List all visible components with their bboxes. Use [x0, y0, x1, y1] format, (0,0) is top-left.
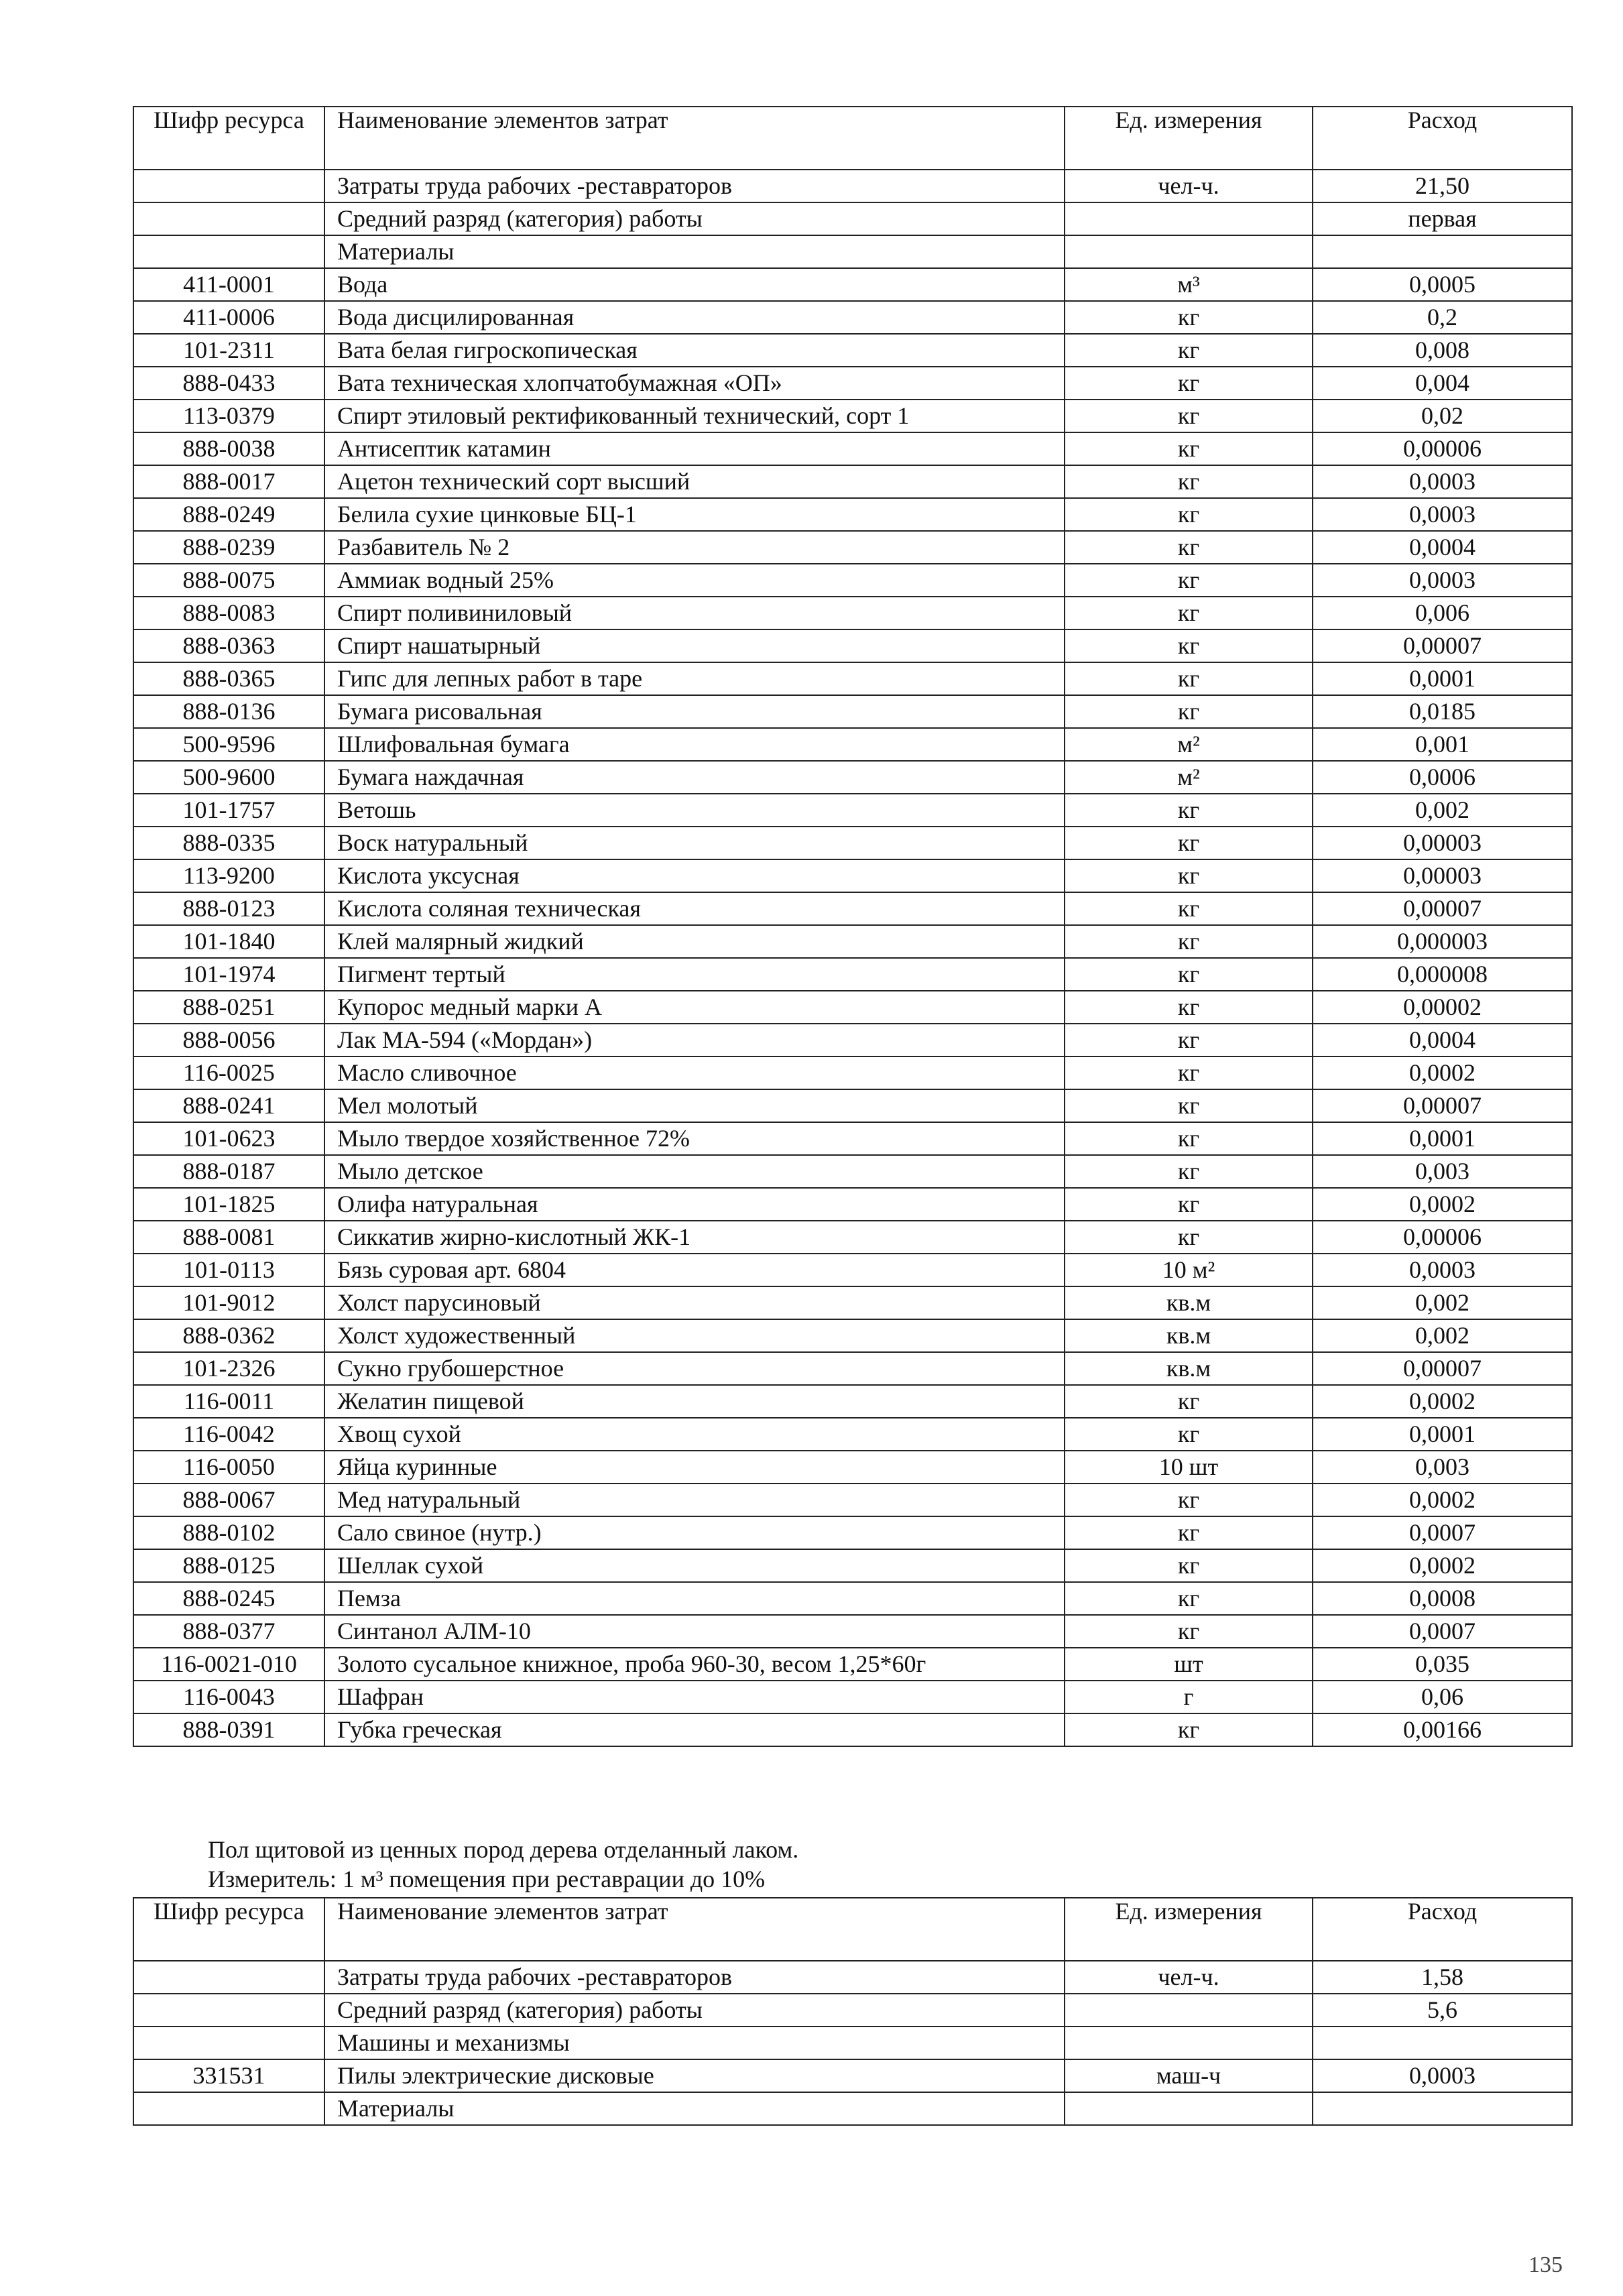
- cell-code: 331531: [133, 2059, 324, 2092]
- cell-code: 411-0001: [133, 268, 324, 301]
- table-row: [133, 1681, 1572, 1713]
- cell-code: 888-0245: [133, 1582, 324, 1615]
- table-row: [133, 2059, 1572, 2092]
- header-name: Наименование элементов затрат: [324, 1898, 1065, 1961]
- cell-name: Вода: [324, 268, 1065, 301]
- table-row: [133, 1056, 1572, 1089]
- table-row: [133, 2092, 1572, 2125]
- cell-unit: кв.м: [1065, 1286, 1313, 1319]
- cell-unit: кг: [1065, 1056, 1313, 1089]
- cell-unit: кг: [1065, 1089, 1313, 1122]
- cell-name: Холст художественный: [324, 1319, 1065, 1352]
- cell-name: Мел молотый: [324, 1089, 1065, 1122]
- cell-rate: 0,00007: [1313, 1089, 1572, 1122]
- cell-code: 888-0075: [133, 564, 324, 597]
- cell-code: 888-0251: [133, 991, 324, 1024]
- table-row: [133, 564, 1572, 597]
- table-row: [133, 1254, 1572, 1286]
- cell-unit: кг: [1065, 301, 1313, 334]
- cell-rate: [1313, 235, 1572, 268]
- table-row: [133, 235, 1572, 268]
- header-rate: Расход: [1313, 107, 1572, 170]
- cell-unit: кг: [1065, 465, 1313, 498]
- cell-name: Средний разряд (категория) работы: [324, 1994, 1065, 2027]
- table-row: [133, 531, 1572, 564]
- cell-name: Масло сливочное: [324, 1056, 1065, 1089]
- cell-name: Спирт поливиниловый: [324, 597, 1065, 629]
- cell-rate: 0,0185: [1313, 695, 1572, 728]
- cell-unit: м³: [1065, 268, 1313, 301]
- table-row: [133, 1961, 1572, 1994]
- table-row: [133, 597, 1572, 629]
- cell-rate: 0,002: [1313, 1319, 1572, 1352]
- cell-name: Хвощ сухой: [324, 1418, 1065, 1451]
- cell-rate: 0,00003: [1313, 859, 1572, 892]
- cell-unit: кг: [1065, 597, 1313, 629]
- table-row: [133, 1122, 1572, 1155]
- table-row: [133, 1319, 1572, 1352]
- cell-rate: 0,000003: [1313, 925, 1572, 958]
- cell-code: [133, 170, 324, 202]
- cell-name: Пигмент тертый: [324, 958, 1065, 991]
- cell-rate: 0,0001: [1313, 1122, 1572, 1155]
- table-row: [133, 925, 1572, 958]
- cell-code: [133, 2092, 324, 2125]
- cell-unit: кг: [1065, 1024, 1313, 1056]
- cell-code: 888-0017: [133, 465, 324, 498]
- section-measure: Измеритель: 1 м³ помещения при реставрации до 10%: [208, 1866, 766, 1892]
- cell-rate: 5,6: [1313, 1994, 1572, 2027]
- cell-unit: кг: [1065, 1122, 1313, 1155]
- table-row: [133, 1713, 1572, 1746]
- cell-name: Золото сусальное книжное, проба 960-30, весом 1,25*60г: [324, 1648, 1065, 1681]
- cell-rate: 0,0005: [1313, 268, 1572, 301]
- cell-name: Мед натуральный: [324, 1484, 1065, 1516]
- table-body: [133, 170, 1572, 1746]
- cell-rate: 0,0002: [1313, 1188, 1572, 1221]
- cell-unit: кг: [1065, 827, 1313, 859]
- cell-code: 888-0249: [133, 498, 324, 531]
- cell-rate: 0,0001: [1313, 1418, 1572, 1451]
- cell-name: Олифа натуральная: [324, 1188, 1065, 1221]
- cell-code: [133, 235, 324, 268]
- cell-rate: 0,002: [1313, 1286, 1572, 1319]
- cell-rate: 0,003: [1313, 1155, 1572, 1188]
- cell-unit: [1065, 202, 1313, 235]
- header-code: Шифр ресурса: [133, 1898, 324, 1961]
- table-row: [133, 400, 1572, 432]
- cell-code: 116-0011: [133, 1385, 324, 1418]
- cell-name: Холст парусиновый: [324, 1286, 1065, 1319]
- cell-code: 888-0335: [133, 827, 324, 859]
- cell-name: Бумага рисовальная: [324, 695, 1065, 728]
- cell-name: Клей малярный жидкий: [324, 925, 1065, 958]
- cell-unit: м²: [1065, 728, 1313, 761]
- cell-code: 113-9200: [133, 859, 324, 892]
- table-row: [133, 202, 1572, 235]
- table-row: [133, 268, 1572, 301]
- cell-unit: [1065, 235, 1313, 268]
- cell-unit: кг: [1065, 859, 1313, 892]
- cell-name: Машины и механизмы: [324, 2027, 1065, 2059]
- cell-code: 116-0042: [133, 1418, 324, 1451]
- table-row: [133, 827, 1572, 859]
- cell-unit: кг: [1065, 564, 1313, 597]
- cell-code: 888-0241: [133, 1089, 324, 1122]
- cell-unit: кг: [1065, 1516, 1313, 1549]
- cell-name: Вата белая гигроскопическая: [324, 334, 1065, 367]
- cell-unit: кг: [1065, 1615, 1313, 1648]
- cell-name: Сукно грубошерстное: [324, 1352, 1065, 1385]
- cell-code: 888-0038: [133, 432, 324, 465]
- table-row: [133, 498, 1572, 531]
- cell-unit: кг: [1065, 1484, 1313, 1516]
- cell-name: Мыло твердое хозяйственное 72%: [324, 1122, 1065, 1155]
- cell-code: 500-9596: [133, 728, 324, 761]
- cell-unit: маш-ч: [1065, 2059, 1313, 2092]
- cell-code: 101-0623: [133, 1122, 324, 1155]
- cell-name: Лак МА-594 («Мордан»): [324, 1024, 1065, 1056]
- cell-code: 101-1825: [133, 1188, 324, 1221]
- cell-rate: 0,00002: [1313, 991, 1572, 1024]
- cell-rate: 0,00003: [1313, 827, 1572, 859]
- cell-rate: 0,0003: [1313, 2059, 1572, 2092]
- cell-unit: кг: [1065, 695, 1313, 728]
- table-header: [133, 107, 1572, 170]
- table-row: [133, 728, 1572, 761]
- header-unit: Ед. измерения: [1065, 1898, 1313, 1961]
- cell-code: 888-0363: [133, 629, 324, 662]
- cell-unit: кг: [1065, 1188, 1313, 1221]
- cell-unit: кв.м: [1065, 1352, 1313, 1385]
- cell-code: 888-0067: [133, 1484, 324, 1516]
- cell-rate: 0,0007: [1313, 1615, 1572, 1648]
- cell-unit: кг: [1065, 498, 1313, 531]
- cell-code: 101-0113: [133, 1254, 324, 1286]
- cell-unit: г: [1065, 1681, 1313, 1713]
- cell-name: Сиккатив жирно-кислотный ЖК-1: [324, 1221, 1065, 1254]
- cell-rate: 0,0004: [1313, 1024, 1572, 1056]
- table-row: [133, 629, 1572, 662]
- cell-rate: 0,02: [1313, 400, 1572, 432]
- cell-name: Кислота уксусная: [324, 859, 1065, 892]
- cell-code: 888-0102: [133, 1516, 324, 1549]
- cell-name: Вата техническая хлопчатобумажная «ОП»: [324, 367, 1065, 400]
- cell-unit: чел-ч.: [1065, 1961, 1313, 1994]
- table-row: [133, 1385, 1572, 1418]
- cell-rate: 0,008: [1313, 334, 1572, 367]
- cell-code: 888-0377: [133, 1615, 324, 1648]
- table-row: [133, 1615, 1572, 1648]
- table-row: [133, 1582, 1572, 1615]
- cell-unit: кг: [1065, 991, 1313, 1024]
- cell-name: Воск натуральный: [324, 827, 1065, 859]
- cell-code: 116-0043: [133, 1681, 324, 1713]
- cell-code: [133, 1994, 324, 2027]
- table-row: [133, 1484, 1572, 1516]
- table-header: [133, 1898, 1572, 1961]
- cell-code: [133, 1961, 324, 1994]
- cell-code: 888-0136: [133, 695, 324, 728]
- cell-unit: кг: [1065, 1549, 1313, 1582]
- table-row: [133, 465, 1572, 498]
- cell-name: Спирт этиловый ректификованный технический, сорт 1: [324, 400, 1065, 432]
- cell-rate: 0,0006: [1313, 761, 1572, 794]
- cell-name: Синтанол АЛМ-10: [324, 1615, 1065, 1648]
- cell-name: Спирт нашатырный: [324, 629, 1065, 662]
- cell-unit: кг: [1065, 1713, 1313, 1746]
- cell-unit: кг: [1065, 1155, 1313, 1188]
- header-unit: Ед. измерения: [1065, 107, 1313, 170]
- header-code: Шифр ресурса: [133, 107, 324, 170]
- table-row: [133, 1648, 1572, 1681]
- cell-code: 101-2326: [133, 1352, 324, 1385]
- cell-code: 101-9012: [133, 1286, 324, 1319]
- cell-name: Сало свиное (нутр.): [324, 1516, 1065, 1549]
- cell-code: 888-0125: [133, 1549, 324, 1582]
- cell-rate: 0,0003: [1313, 498, 1572, 531]
- cell-code: 888-0123: [133, 892, 324, 925]
- cell-name: Губка греческая: [324, 1713, 1065, 1746]
- cell-rate: 0,0002: [1313, 1385, 1572, 1418]
- cell-unit: кв.м: [1065, 1319, 1313, 1352]
- cell-name: Пемза: [324, 1582, 1065, 1615]
- cell-name: Шафран: [324, 1681, 1065, 1713]
- cell-unit: 10 м²: [1065, 1254, 1313, 1286]
- cell-rate: 0,035: [1313, 1648, 1572, 1681]
- cell-code: 888-0362: [133, 1319, 324, 1352]
- cell-code: 116-0050: [133, 1451, 324, 1484]
- cell-name: Антисептик катамин: [324, 432, 1065, 465]
- page-number: 135: [1528, 2252, 1563, 2277]
- cell-code: 116-0025: [133, 1056, 324, 1089]
- table-row: [133, 1155, 1572, 1188]
- cell-unit: [1065, 2027, 1313, 2059]
- cell-unit: кг: [1065, 662, 1313, 695]
- cell-name: Бязь суровая арт. 6804: [324, 1254, 1065, 1286]
- cell-unit: кг: [1065, 892, 1313, 925]
- cell-code: 888-0239: [133, 531, 324, 564]
- cell-name: Аммиак водный 25%: [324, 564, 1065, 597]
- cell-code: 101-1974: [133, 958, 324, 991]
- cell-name: Шлифовальная бумага: [324, 728, 1065, 761]
- cell-name: Ацетон технический сорт высший: [324, 465, 1065, 498]
- cell-rate: 1,58: [1313, 1961, 1572, 1994]
- cell-rate: 0,06: [1313, 1681, 1572, 1713]
- cell-rate: 0,006: [1313, 597, 1572, 629]
- cell-name: Мыло детское: [324, 1155, 1065, 1188]
- table-row: [133, 958, 1572, 991]
- cell-rate: 0,0002: [1313, 1549, 1572, 1582]
- cell-code: 116-0021-010: [133, 1648, 324, 1681]
- cell-rate: 0,004: [1313, 367, 1572, 400]
- cell-name: Купорос медный марки А: [324, 991, 1065, 1024]
- cell-unit: кг: [1065, 958, 1313, 991]
- table-row: [133, 1994, 1572, 2027]
- cell-rate: 0,00006: [1313, 1221, 1572, 1254]
- table-row: [133, 432, 1572, 465]
- table-row: [133, 1549, 1572, 1582]
- cell-code: 888-0391: [133, 1713, 324, 1746]
- cell-name: Материалы: [324, 2092, 1065, 2125]
- cell-name: Шеллак сухой: [324, 1549, 1065, 1582]
- cell-rate: 0,0003: [1313, 1254, 1572, 1286]
- table-row: [133, 761, 1572, 794]
- cell-code: 888-0187: [133, 1155, 324, 1188]
- table-row: [133, 2027, 1572, 2059]
- cell-name: Гипс для лепных работ в таре: [324, 662, 1065, 695]
- cell-rate: 0,0004: [1313, 531, 1572, 564]
- cell-rate: первая: [1313, 202, 1572, 235]
- cell-name: Материалы: [324, 235, 1065, 268]
- cell-code: 411-0006: [133, 301, 324, 334]
- cell-rate: [1313, 2092, 1572, 2125]
- cell-code: 101-1840: [133, 925, 324, 958]
- cell-name: Ветошь: [324, 794, 1065, 827]
- cell-unit: 10 шт: [1065, 1451, 1313, 1484]
- cell-rate: 21,50: [1313, 170, 1572, 202]
- cell-code: [133, 202, 324, 235]
- cell-unit: кг: [1065, 1221, 1313, 1254]
- cell-code: 500-9600: [133, 761, 324, 794]
- resource-table-1: [133, 106, 1573, 1747]
- cell-name: Средний разряд (категория) работы: [324, 202, 1065, 235]
- table-row: [133, 1089, 1572, 1122]
- cell-unit: кг: [1065, 531, 1313, 564]
- cell-unit: [1065, 2092, 1313, 2125]
- cell-rate: 0,0002: [1313, 1056, 1572, 1089]
- table-body: [133, 1961, 1572, 2125]
- cell-unit: шт: [1065, 1648, 1313, 1681]
- cell-rate: 0,0007: [1313, 1516, 1572, 1549]
- cell-unit: кг: [1065, 1582, 1313, 1615]
- table-row: [133, 1516, 1572, 1549]
- cell-rate: 0,2: [1313, 301, 1572, 334]
- table-row: [133, 662, 1572, 695]
- cell-name: Вода дисцилированная: [324, 301, 1065, 334]
- cell-code: 101-2311: [133, 334, 324, 367]
- header-name: Наименование элементов затрат: [324, 107, 1065, 170]
- cell-rate: 0,0003: [1313, 564, 1572, 597]
- table-row: [133, 1221, 1572, 1254]
- cell-name: Затраты труда рабочих -реставраторов: [324, 1961, 1065, 1994]
- table-row: [133, 859, 1572, 892]
- cell-code: [133, 2027, 324, 2059]
- cell-rate: 0,003: [1313, 1451, 1572, 1484]
- table-row: [133, 301, 1572, 334]
- cell-code: 101-1757: [133, 794, 324, 827]
- cell-rate: 0,0008: [1313, 1582, 1572, 1615]
- cell-code: 888-0365: [133, 662, 324, 695]
- table-row: [133, 1188, 1572, 1221]
- cell-rate: 0,00007: [1313, 629, 1572, 662]
- resource-table-2: [133, 1897, 1573, 2126]
- cell-unit: кг: [1065, 400, 1313, 432]
- section-title: Пол щитовой из ценных пород дерева отделанный лаком.: [208, 1836, 799, 1863]
- cell-rate: 0,00007: [1313, 892, 1572, 925]
- table-row: [133, 892, 1572, 925]
- table-row: [133, 334, 1572, 367]
- table-row: [133, 695, 1572, 728]
- table-row: [133, 1451, 1572, 1484]
- table-row: [133, 170, 1572, 202]
- table-row: [133, 1418, 1572, 1451]
- table-row: [133, 991, 1572, 1024]
- cell-code: 888-0081: [133, 1221, 324, 1254]
- cell-unit: кг: [1065, 629, 1313, 662]
- cell-unit: кг: [1065, 1418, 1313, 1451]
- cell-unit: кг: [1065, 794, 1313, 827]
- cell-unit: чел-ч.: [1065, 170, 1313, 202]
- cell-name: Кислота соляная техническая: [324, 892, 1065, 925]
- cell-name: Разбавитель № 2: [324, 531, 1065, 564]
- cell-unit: кг: [1065, 334, 1313, 367]
- cell-unit: [1065, 1994, 1313, 2027]
- cell-code: 888-0433: [133, 367, 324, 400]
- cell-name: Бумага наждачная: [324, 761, 1065, 794]
- cell-name: Желатин пищевой: [324, 1385, 1065, 1418]
- cell-rate: 0,00006: [1313, 432, 1572, 465]
- cell-rate: 0,000008: [1313, 958, 1572, 991]
- cell-unit: кг: [1065, 925, 1313, 958]
- cell-code: 888-0056: [133, 1024, 324, 1056]
- header-rate: Расход: [1313, 1898, 1572, 1961]
- cell-unit: кг: [1065, 367, 1313, 400]
- table-row: [133, 1286, 1572, 1319]
- cell-name: Пилы электрические дисковые: [324, 2059, 1065, 2092]
- table-row: [133, 1352, 1572, 1385]
- cell-name: Белила сухие цинковые БЦ-1: [324, 498, 1065, 531]
- cell-rate: 0,001: [1313, 728, 1572, 761]
- cell-unit: м²: [1065, 761, 1313, 794]
- cell-rate: 0,0001: [1313, 662, 1572, 695]
- cell-rate: 0,002: [1313, 794, 1572, 827]
- cell-unit: кг: [1065, 432, 1313, 465]
- cell-rate: 0,0002: [1313, 1484, 1572, 1516]
- table-row: [133, 1024, 1572, 1056]
- cell-rate: 0,0003: [1313, 465, 1572, 498]
- cell-rate: [1313, 2027, 1572, 2059]
- cell-rate: 0,00007: [1313, 1352, 1572, 1385]
- cell-name: Затраты труда рабочих -реставраторов: [324, 170, 1065, 202]
- table-row: [133, 794, 1572, 827]
- table-row: [133, 367, 1572, 400]
- cell-rate: 0,00166: [1313, 1713, 1572, 1746]
- cell-name: Яйца куринные: [324, 1451, 1065, 1484]
- cell-code: 113-0379: [133, 400, 324, 432]
- cell-code: 888-0083: [133, 597, 324, 629]
- cell-unit: кг: [1065, 1385, 1313, 1418]
